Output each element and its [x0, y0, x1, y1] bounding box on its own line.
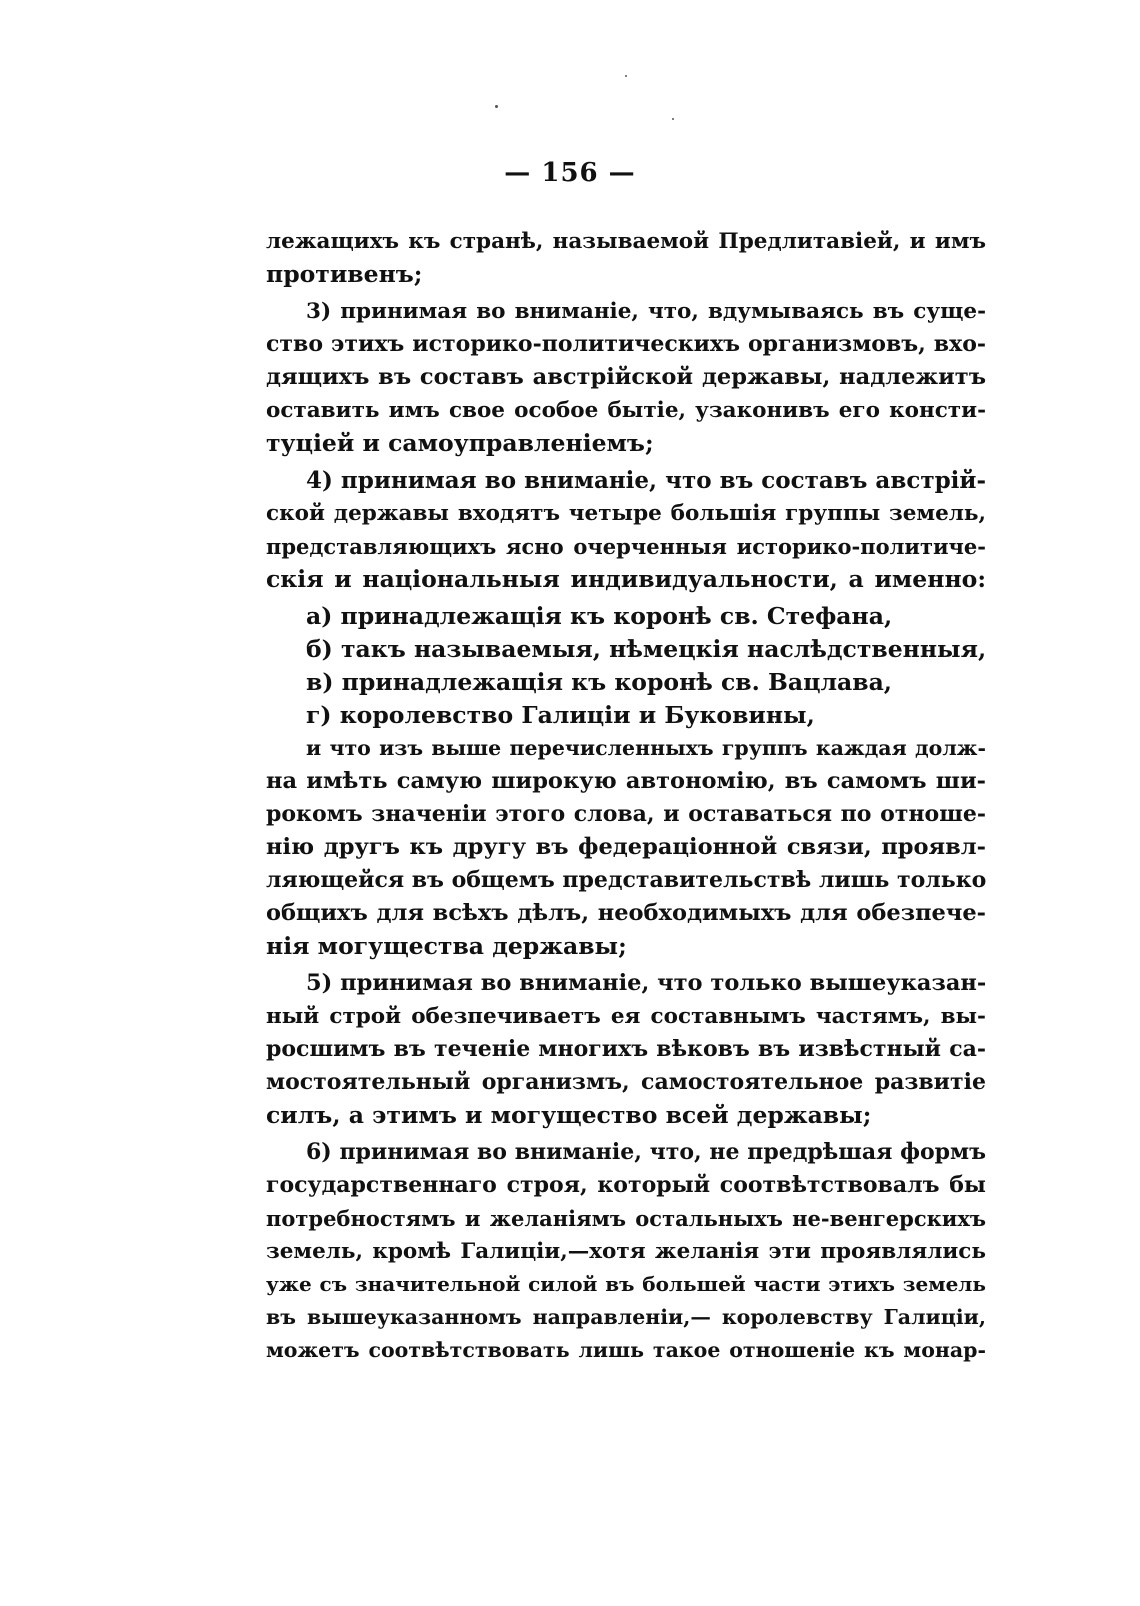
text-line: нію другъ къ другу въ федераціонной связи, проявл-	[266, 834, 986, 860]
text-line: 5) принимая во вниманіе, что только вышеуказан-	[306, 970, 987, 996]
body-text	[266, 225, 986, 1367]
text-line: государственнаго строя, который соотвѣтствовалъ бы	[266, 1172, 986, 1198]
text-line: ство этихъ историко-политическихъ организмовъ, вхо-	[266, 331, 986, 357]
text-line: представляющихъ ясно очерченныя историко-политиче-	[266, 534, 986, 559]
scan-speck	[625, 75, 627, 77]
text-line: в) принадлежащія къ коронѣ св. Вацлава,	[306, 668, 892, 696]
text-line: ный строй обезпечиваетъ ея составнымъ частямъ, вы-	[266, 1004, 986, 1029]
text-line: туціей и самоуправленіемъ;	[266, 429, 654, 457]
text-line: потребностямъ и желаніямъ остальныхъ не-венгерскихъ	[266, 1206, 986, 1231]
text-line: росшимъ въ теченіе многихъ вѣковъ въ извѣстный са-	[266, 1036, 986, 1062]
text-line: силъ, а этимъ и могущество всей державы;	[266, 1101, 872, 1129]
text-line: б) такъ называемыя, нѣмецкія наслѣдственныя,	[306, 635, 987, 663]
text-line: на имѣть самую широкую автономію, въ самомъ ши-	[266, 768, 986, 794]
text-line: и что изъ выше перечисленныхъ группъ каждая долж-	[306, 736, 986, 760]
text-line: рокомъ значеніи этого слова, и оставаться по отноше-	[266, 801, 986, 827]
text-line: общихъ для всѣхъ дѣлъ, необходимыхъ для обезпече-	[266, 900, 986, 926]
text-line: 3) принимая во вниманіе, что, вдумываясь въ суще-	[306, 299, 986, 324]
text-line: можетъ соотвѣтствовать лишь такое отношеніе къ монар-	[266, 1338, 986, 1362]
text-line: 4) принимая во вниманіе, что въ составъ австрій-	[306, 467, 986, 494]
text-line: дящихъ въ составъ австрійской державы, надлежитъ	[266, 364, 986, 390]
scan-speck	[495, 105, 498, 108]
text-line: оставить имъ свое особое бытіе, узаконивъ его консти-	[266, 398, 986, 423]
text-line: мостоятельный организмъ, самостоятельное развитіе	[266, 1069, 986, 1095]
text-line: скія и національныя индивидуальности, а именно:	[266, 565, 986, 593]
text-line: а) принадлежащія къ коронѣ св. Стефана,	[306, 602, 893, 630]
text-line: въ вышеуказанномъ направленіи,— королевству Галиціи,	[266, 1305, 986, 1329]
text-line: нія могущества державы;	[266, 932, 627, 960]
text-line: ской державы входятъ четыре большія группы земель,	[266, 501, 986, 526]
text-line: 6) принимая во вниманіе, что, не предрѣшая формъ	[306, 1139, 986, 1165]
text-line: лежащихъ къ странѣ, называемой Предлитавіей, и имъ	[266, 229, 986, 254]
text-line: противенъ;	[266, 260, 423, 288]
page-number: — 156 —	[504, 158, 636, 188]
text-line: ляющейся въ общемъ представительствѣ лишь только	[266, 867, 987, 893]
text-line: г) королевство Галиціи и Буковины,	[306, 701, 815, 729]
scan-speck	[672, 118, 674, 120]
text-line: земель, кромѣ Галиціи,—хотя желанія эти проявлялись	[266, 1239, 986, 1264]
text-line: уже съ значительной силой въ большей части этихъ земель	[266, 1272, 986, 1296]
